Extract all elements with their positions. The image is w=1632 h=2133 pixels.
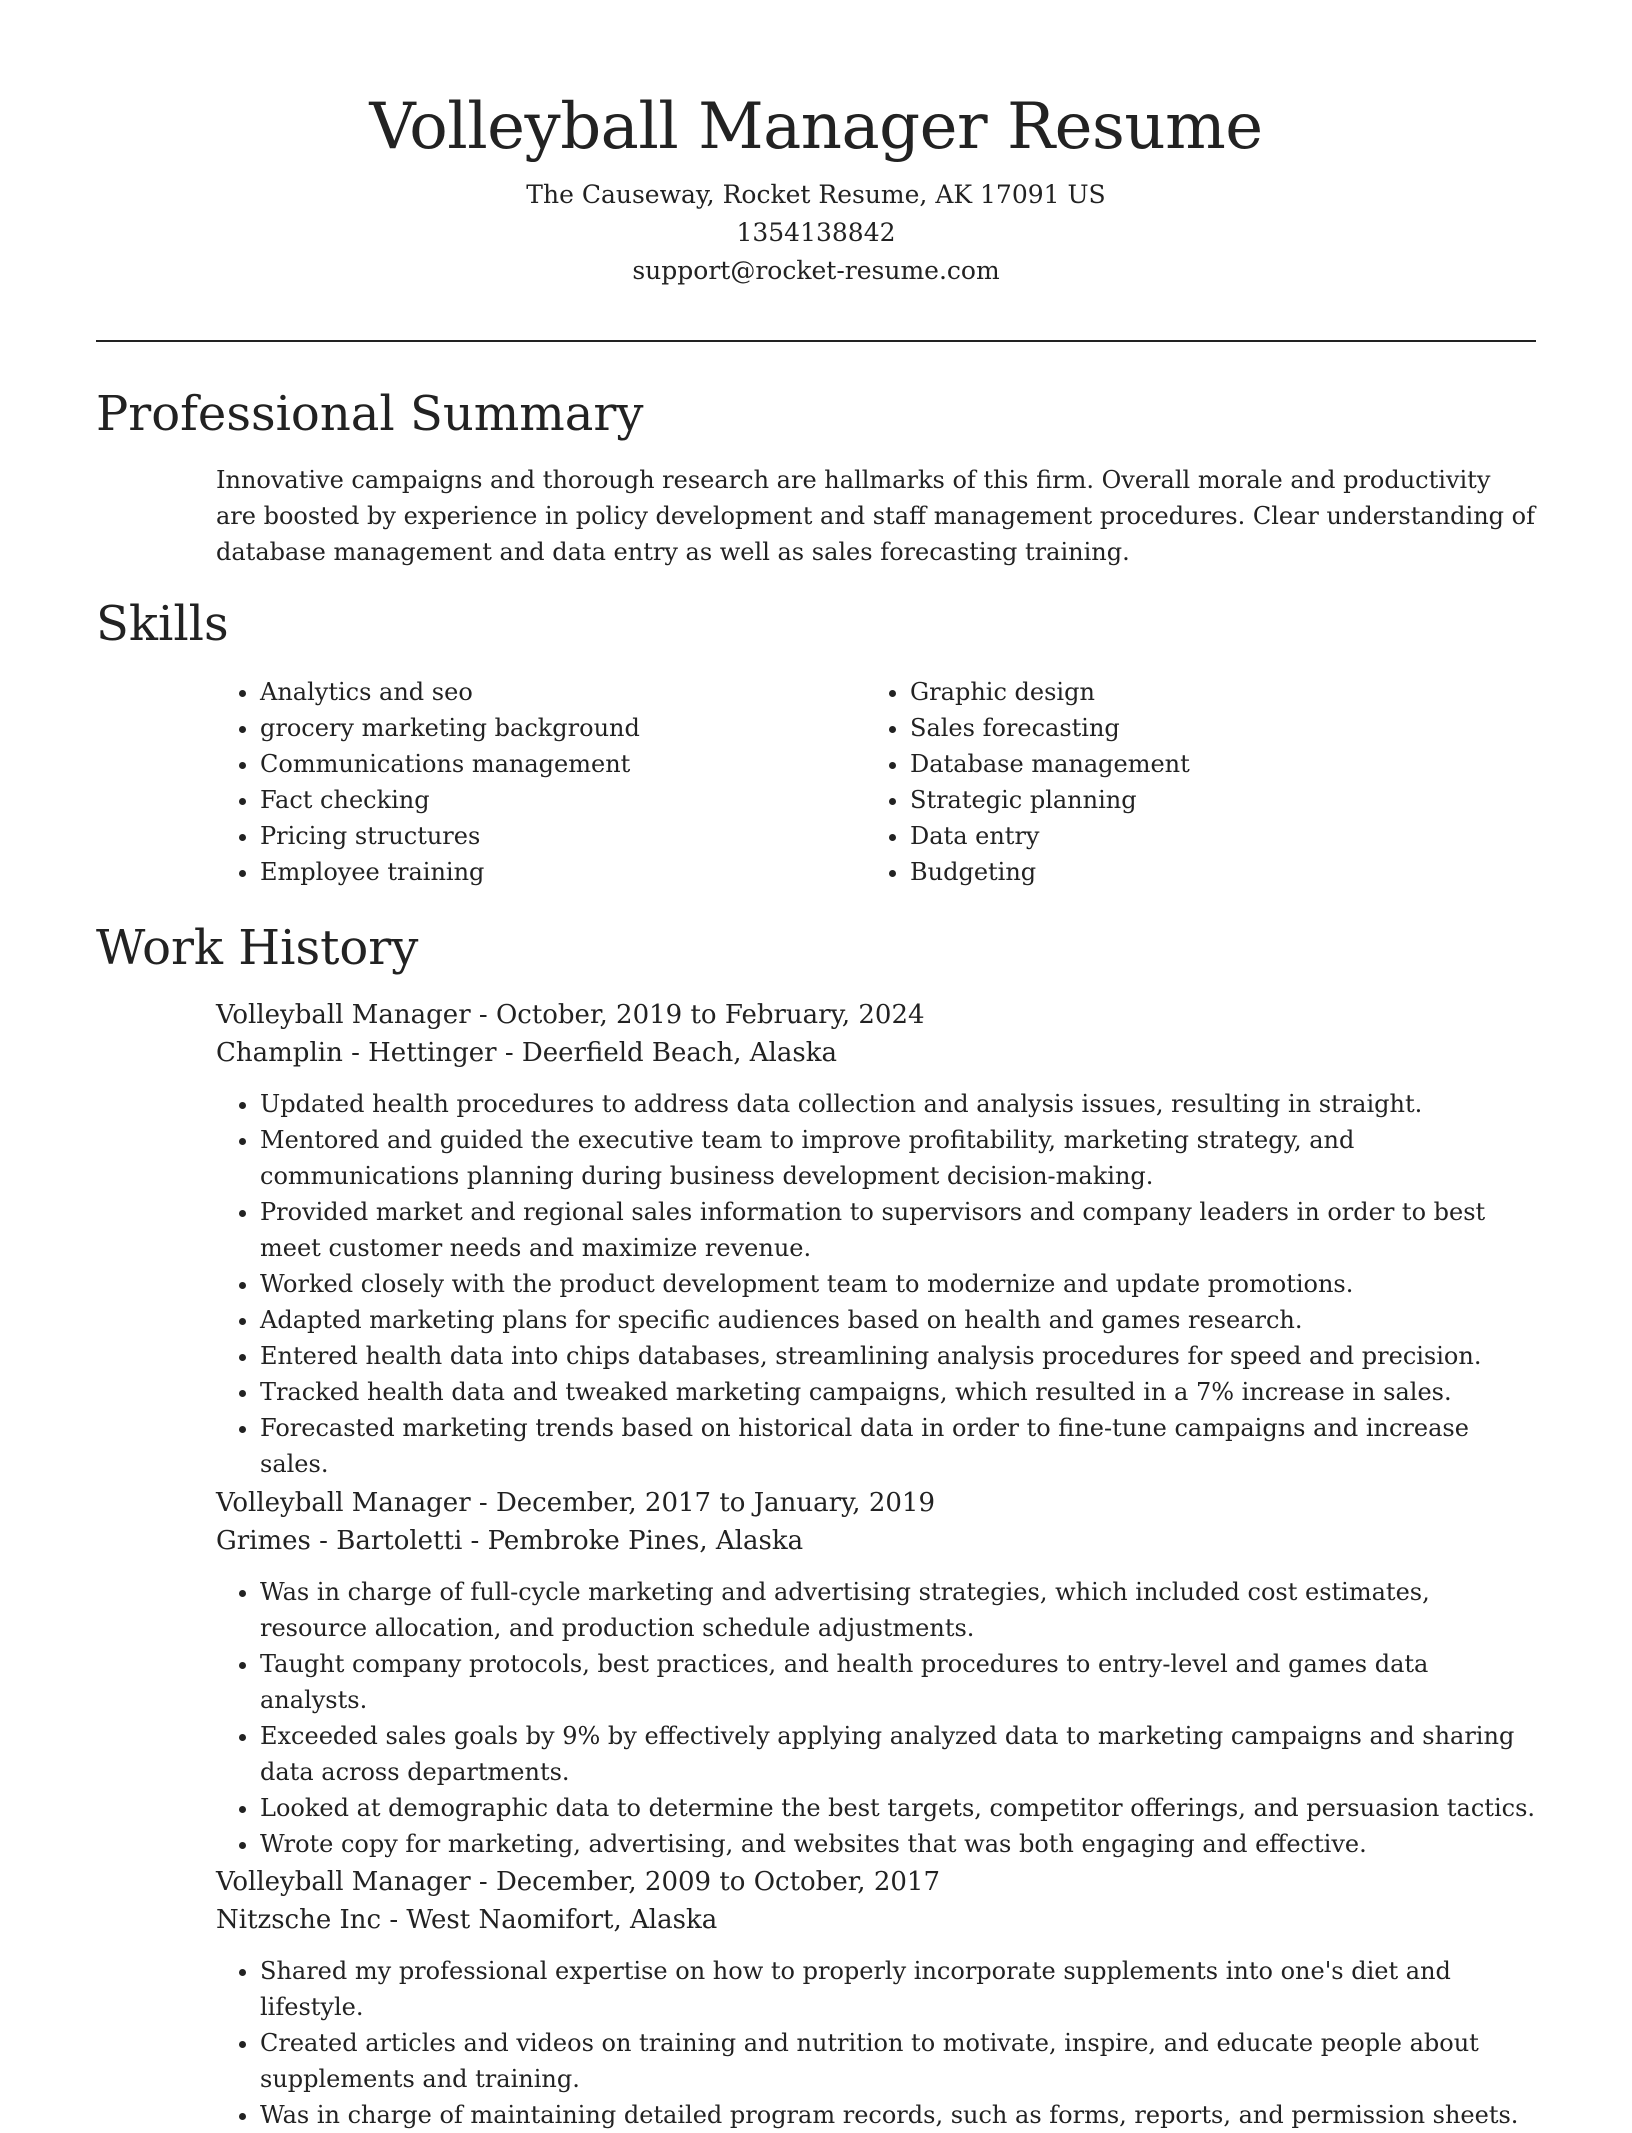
section-title-skills: Skills	[96, 596, 229, 652]
skills-list	[216, 674, 1536, 890]
job-bullet: • Was in charge of full-cycle marketing and advertising strategies, which included cost estimates, resource allocation, and production schedule adjustments.	[260, 1574, 1536, 1646]
job-title: Volleyball Manager	[216, 1867, 471, 1897]
job-dates: - December, 2017 to January, 2019	[470, 1488, 935, 1518]
job-bullet: • Looked at demographic data to determine the best targets, competitor offerings, and persuasion tactics.	[260, 1790, 1536, 1826]
resume-title: Volleyball Manager Resume	[369, 90, 1263, 164]
skills-column-left	[216, 674, 866, 890]
job-bullet: • Provided market and regional sales information to supervisors and company leaders in order to best meet customer needs and maximize revenue.	[260, 1194, 1536, 1266]
job-heading	[216, 1863, 1536, 1901]
contact-address: The Causeway, Rocket Resume, AK 17091 US	[526, 180, 1106, 209]
job-entry	[216, 996, 1536, 1482]
skill-item: • Fact checking	[260, 782, 866, 818]
job-bullets	[216, 1953, 1536, 2133]
skill-item: • Graphic design	[910, 674, 1516, 710]
summary-text: Innovative campaigns and thorough research are hallmarks of this firm. Overall morale and productivity are boosted by experience in policy development and staff management procedures. Clear understanding of database management and data entry as well as sales forecasting training.	[216, 466, 1535, 566]
skill-item: • Sales forecasting	[910, 710, 1516, 746]
job-dates: - December, 2009 to October, 2017	[470, 1867, 940, 1897]
skill-item: • grocery marketing background	[260, 710, 866, 746]
skill-item: • Employee training	[260, 854, 866, 890]
job-bullet: • Shared my professional expertise on how to properly incorporate supplements into one's diet and lifestyle.	[260, 1953, 1536, 2025]
job-company: Grimes - Bartoletti	[216, 1526, 463, 1556]
job-location: - West Naomifort, Alaska	[381, 1905, 718, 1935]
skills-column-right	[866, 674, 1516, 890]
job-location: - Pembroke Pines, Alaska	[462, 1526, 804, 1556]
skill-item: • Data entry	[910, 818, 1516, 854]
job-bullet: • Wrote copy for marketing, advertising, and websites that was both engaging and effective.	[260, 1826, 1536, 1862]
resume-page	[96, 0, 1536, 2129]
skill-item: • Strategic planning	[910, 782, 1516, 818]
job-bullet: • Forecasted marketing trends based on historical data in order to fine-tune campaigns and increase sales.	[260, 1410, 1536, 1482]
section-title-work-history: Work History	[96, 920, 419, 976]
job-title: Volleyball Manager	[216, 1488, 471, 1518]
skill-item: • Pricing structures	[260, 818, 866, 854]
job-bullets	[216, 1086, 1536, 1482]
job-bullet: • Tracked health data and tweaked marketing campaigns, which resulted in a 7% increase in sales.	[260, 1374, 1536, 1410]
job-title: Volleyball Manager	[216, 1000, 471, 1030]
job-bullet: • Taught company protocols, best practices, and health procedures to entry-level and games data analysts.	[260, 1646, 1536, 1718]
job-entry	[216, 1484, 1536, 1862]
skill-item: • Analytics and seo	[260, 674, 866, 710]
contact-phone: 1354138842	[736, 218, 896, 247]
job-bullet: • Adapted marketing plans for specific audiences based on health and games research.	[260, 1302, 1536, 1338]
job-bullet: • Mentored and guided the executive team to improve profitability, marketing strategy, and communications planning during business development decision-making.	[260, 1122, 1536, 1194]
job-company: Nitzsche Inc	[216, 1905, 382, 1935]
job-bullet: • Created articles and videos on training and nutrition to motivate, inspire, and educate people about supplements and training.	[260, 2025, 1536, 2097]
job-company: Champlin - Hettinger	[216, 1038, 497, 1068]
job-employer	[216, 1522, 1536, 1560]
contact-email: support@rocket-resume.com	[632, 256, 1000, 285]
job-employer	[216, 1901, 1536, 1939]
job-bullet: • Worked closely with the product development team to modernize and update promotions.	[260, 1266, 1536, 1302]
header-divider	[96, 340, 1536, 342]
job-heading	[216, 996, 1536, 1034]
contact-info	[96, 176, 1536, 290]
job-entry	[216, 1863, 1536, 2133]
job-dates: - October, 2019 to February, 2024	[470, 1000, 925, 1030]
job-employer	[216, 1034, 1536, 1072]
job-bullet: • Entered health data into chips databases, streamlining analysis procedures for speed and precision.	[260, 1338, 1536, 1374]
job-location: - Deerfield Beach, Alaska	[496, 1038, 837, 1068]
job-bullets	[216, 1574, 1536, 1862]
resume-header	[96, 0, 1536, 290]
job-bullet: • Updated health procedures to address data collection and analysis issues, resulting in straight.	[260, 1086, 1536, 1122]
job-heading	[216, 1484, 1536, 1522]
job-bullet: • Was in charge of maintaining detailed program records, such as forms, reports, and permission sheets.	[260, 2097, 1536, 2133]
section-title-summary: Professional Summary	[96, 386, 644, 442]
skill-item: • Database management	[910, 746, 1516, 782]
job-bullet: • Exceeded sales goals by 9% by effectively applying analyzed data to marketing campaigns and sharing data across departments.	[260, 1718, 1536, 1790]
skill-item: • Communications management	[260, 746, 866, 782]
skill-item: • Budgeting	[910, 854, 1516, 890]
